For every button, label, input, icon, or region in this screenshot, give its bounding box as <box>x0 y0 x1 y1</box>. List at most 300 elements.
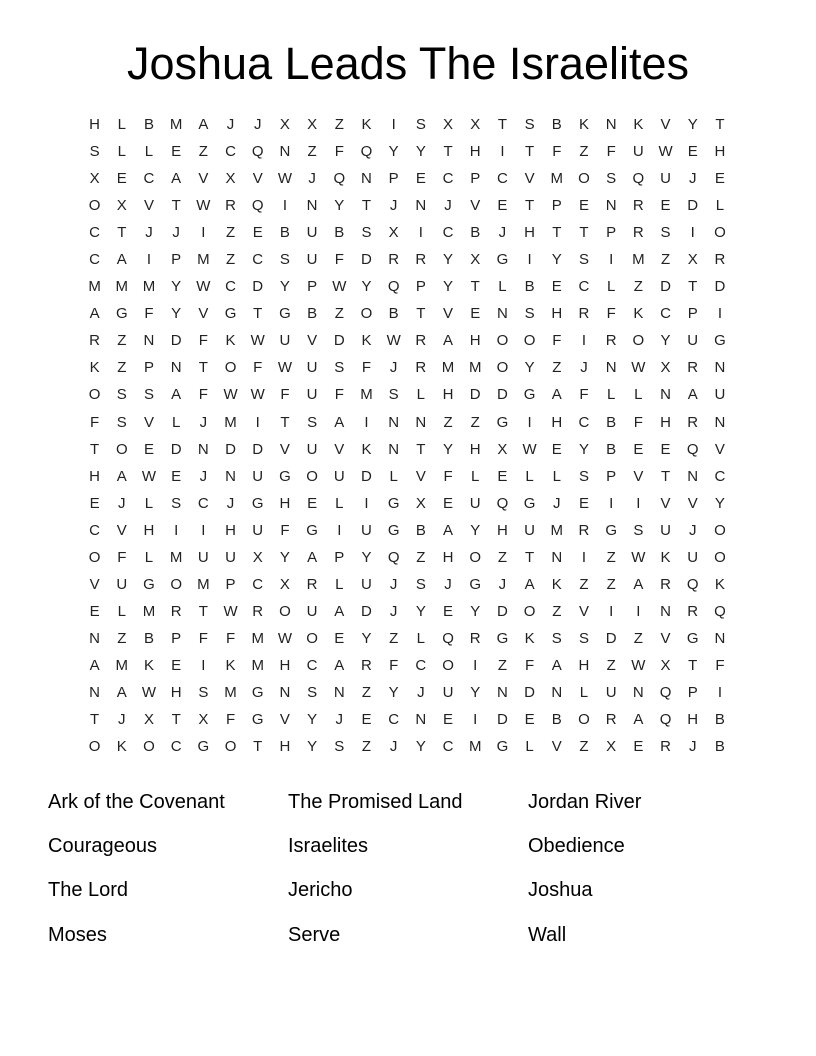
grid-letter: E <box>252 224 263 242</box>
grid-letter: A <box>89 305 100 323</box>
grid-letter: X <box>415 494 426 512</box>
grid-letter: O <box>224 738 237 756</box>
grid-letter: Q <box>686 575 699 593</box>
grid-letter: M <box>550 521 564 539</box>
grid-letter: T <box>90 711 100 729</box>
grid-letter: F <box>198 629 208 647</box>
grid-letter: L <box>498 278 507 296</box>
grid-letter: I <box>364 494 369 512</box>
grid-letter: Y <box>443 251 454 269</box>
grid-letter: O <box>115 440 128 458</box>
grid-letter: C <box>252 575 264 593</box>
grid-letter: Z <box>443 413 453 431</box>
grid-letter: F <box>606 305 616 323</box>
grid-letter: E <box>89 494 100 512</box>
grid-letter: X <box>198 711 209 729</box>
grid-letter: U <box>306 440 318 458</box>
grid-letter: G <box>523 494 536 512</box>
word-list-column <box>528 780 768 958</box>
grid-letter: N <box>714 359 726 377</box>
grid-letter: A <box>307 548 318 566</box>
grid-letter: F <box>606 143 616 161</box>
grid-letter: X <box>606 738 617 756</box>
grid-letter: W <box>250 386 265 404</box>
grid-letter: M <box>550 170 564 188</box>
grid-letter: A <box>443 332 454 350</box>
word-list-item: Wall <box>528 923 567 946</box>
grid-letter: U <box>306 359 318 377</box>
grid-letter: E <box>89 602 100 620</box>
grid-letter: Z <box>225 251 236 269</box>
grid-letter: Y <box>279 548 290 566</box>
grid-letter: C <box>578 413 590 431</box>
grid-letter: Z <box>606 656 616 674</box>
grid-letter: D <box>660 278 671 296</box>
grid-letter: F <box>225 711 236 729</box>
grid-letter: V <box>143 197 154 215</box>
grid-letter: W <box>332 278 347 296</box>
grid-letter: Z <box>660 251 671 269</box>
grid-letter: N <box>496 684 508 701</box>
grid-letter: B <box>143 629 154 647</box>
grid-letter: E <box>714 170 725 188</box>
grid-letter: O <box>469 548 482 566</box>
grid-letter: E <box>171 656 182 674</box>
grid-letter: L <box>715 197 725 215</box>
grid-letter: Y <box>307 711 318 729</box>
grid-letter: O <box>279 602 291 620</box>
grid-letter: G <box>306 521 318 539</box>
grid-letter: Z <box>361 738 372 756</box>
grid-letter: L <box>471 467 480 485</box>
grid-letter: W <box>658 143 673 161</box>
grid-letter: C <box>225 143 236 161</box>
grid-letter: S <box>415 116 426 134</box>
grid-letter: K <box>116 738 127 756</box>
puzzle-title: Joshua Leads The Israelites <box>126 38 690 89</box>
grid-letter: K <box>89 359 100 377</box>
grid-letter: L <box>335 575 344 593</box>
grid-letter: R <box>415 359 427 377</box>
grid-letter: U <box>252 521 264 539</box>
grid-letter: U <box>333 467 345 485</box>
grid-letter: E <box>415 170 426 188</box>
grid-letter: I <box>636 602 641 620</box>
grid-letter: N <box>660 602 671 620</box>
grid-letter: R <box>388 251 400 269</box>
grid-letter: V <box>143 413 154 431</box>
word-list-item: Jericho <box>288 879 353 902</box>
grid-letter: U <box>687 332 699 350</box>
grid-letter: M <box>142 278 156 296</box>
grid-letter: Q <box>251 197 264 215</box>
grid-letter: I <box>201 224 206 242</box>
grid-letter: P <box>470 170 481 188</box>
grid-letter: I <box>609 602 614 620</box>
grid-letter: M <box>115 656 129 674</box>
grid-letter: Q <box>387 278 400 296</box>
grid-letter: S <box>551 629 562 647</box>
grid-letter: C <box>306 656 318 674</box>
grid-letter: B <box>388 305 399 323</box>
grid-letter: P <box>334 548 345 566</box>
grid-letter: J <box>580 359 588 377</box>
grid-letter: C <box>89 521 101 539</box>
grid-letter: O <box>632 332 645 350</box>
word-list-item: Joshua <box>528 879 593 902</box>
grid-letter: N <box>388 440 400 458</box>
grid-letter: V <box>252 170 263 188</box>
grid-letter: R <box>605 711 617 729</box>
grid-letter: H <box>442 386 454 404</box>
grid-letter: S <box>660 224 671 242</box>
grid-letter: Z <box>225 224 236 242</box>
grid-letter: V <box>687 494 698 512</box>
grid-letter: Q <box>360 143 373 161</box>
grid-letter: I <box>418 224 423 242</box>
grid-letter: S <box>334 359 345 377</box>
grid-letter: T <box>171 711 181 729</box>
grid-letter: J <box>199 467 208 485</box>
grid-letter: T <box>117 224 127 242</box>
grid-letter: G <box>496 251 509 269</box>
grid-letter: L <box>552 467 561 485</box>
grid-letter: Z <box>633 278 643 296</box>
grid-letter: S <box>334 738 345 756</box>
grid-letter: L <box>144 143 154 161</box>
grid-letter: R <box>361 656 372 674</box>
grid-letter: U <box>687 548 699 566</box>
grid-letter: Q <box>496 494 509 512</box>
grid-letter: R <box>415 332 427 350</box>
grid-letter: W <box>631 548 646 566</box>
grid-letter: D <box>361 602 372 620</box>
grid-letter: K <box>143 656 154 674</box>
grid-letter: S <box>606 170 617 188</box>
word-grid <box>81 111 734 760</box>
grid-letter: K <box>578 116 589 134</box>
grid-letter: S <box>143 386 154 404</box>
grid-letter: O <box>496 332 509 350</box>
grid-letter: G <box>686 629 699 647</box>
grid-letter: L <box>606 278 616 296</box>
grid-letter: S <box>524 116 535 134</box>
grid-letter: Q <box>686 440 699 458</box>
grid-letter: E <box>633 440 644 458</box>
grid-letter: A <box>551 656 562 674</box>
grid-letter: E <box>171 143 182 161</box>
grid-letter: E <box>171 467 182 485</box>
grid-letter: V <box>415 467 426 485</box>
grid-letter: E <box>660 197 671 215</box>
grid-letter: B <box>606 440 617 458</box>
grid-letter: I <box>609 494 614 512</box>
grid-letter: D <box>496 386 508 404</box>
grid-letter: P <box>687 305 698 323</box>
grid-letter: Y <box>388 143 399 161</box>
grid-letter: F <box>361 359 372 377</box>
grid-letter: H <box>687 711 699 729</box>
grid-letter: Y <box>361 629 372 647</box>
grid-letter: D <box>714 278 726 296</box>
grid-letter: O <box>714 521 726 539</box>
grid-letter: F <box>552 332 562 350</box>
grid-letter: D <box>252 440 264 458</box>
grid-letter: L <box>335 494 344 512</box>
grid-letter: K <box>225 656 236 674</box>
grid-letter: N <box>415 413 427 431</box>
grid-letter: I <box>581 332 587 350</box>
grid-letter: Y <box>687 116 698 134</box>
grid-letter: S <box>388 386 399 404</box>
grid-letter: B <box>714 711 725 729</box>
grid-letter: Q <box>659 684 672 701</box>
grid-letter: C <box>578 278 590 296</box>
grid-letter: E <box>497 197 508 215</box>
grid-letter: L <box>171 413 181 431</box>
grid-letter: P <box>415 278 426 296</box>
word-list-item: Ark of the Covenant <box>48 790 225 813</box>
grid-letter: W <box>250 332 265 350</box>
grid-letter: Z <box>117 359 127 377</box>
grid-letter: M <box>169 548 183 566</box>
grid-letter: W <box>631 359 646 377</box>
grid-letter: Y <box>307 738 318 756</box>
grid-letter: R <box>714 251 726 269</box>
grid-letter: B <box>470 224 481 242</box>
grid-letter: E <box>551 440 562 458</box>
grid-letter: N <box>170 359 182 377</box>
grid-letter: U <box>306 602 318 620</box>
grid-letter: E <box>361 711 372 729</box>
grid-letter: D <box>170 332 182 350</box>
grid-letter: N <box>333 684 345 701</box>
grid-letter: J <box>553 494 561 512</box>
grid-letter: Y <box>171 278 182 296</box>
grid-letter: T <box>198 602 208 620</box>
grid-letter: Y <box>470 684 481 701</box>
grid-letter: P <box>307 278 318 296</box>
grid-letter: X <box>279 575 290 593</box>
grid-letter: F <box>443 467 453 485</box>
grid-letter: I <box>146 251 152 269</box>
grid-letter: Y <box>415 738 426 756</box>
grid-letter: F <box>280 386 290 404</box>
grid-letter: J <box>253 116 262 134</box>
grid-letter: K <box>225 332 236 350</box>
grid-letter: V <box>443 305 454 323</box>
grid-letter: E <box>443 711 454 729</box>
grid-letter: Z <box>552 359 562 377</box>
grid-letter: I <box>527 251 532 269</box>
grid-letter: F <box>552 143 562 161</box>
grid-letter: H <box>469 332 481 350</box>
grid-letter: J <box>389 602 398 620</box>
grid-letter: L <box>117 116 126 134</box>
grid-letter: Q <box>714 602 726 620</box>
grid-letter: Z <box>606 575 616 593</box>
grid-letter: B <box>307 305 318 323</box>
grid-letter: M <box>468 738 482 756</box>
grid-letter: H <box>660 413 671 431</box>
grid-letter: J <box>688 170 697 188</box>
grid-letter: H <box>524 224 536 242</box>
grid-letter: Y <box>388 684 399 701</box>
grid-letter: J <box>389 575 398 593</box>
grid-letter: Z <box>117 332 127 350</box>
grid-letter: H <box>578 656 590 674</box>
grid-letter: G <box>115 305 128 323</box>
grid-letter: H <box>469 440 481 458</box>
word-list-column <box>48 780 288 958</box>
grid-letter: N <box>306 197 318 215</box>
grid-letter: W <box>223 386 238 404</box>
grid-letter: F <box>253 359 263 377</box>
grid-letter: M <box>88 278 101 296</box>
grid-letter: T <box>688 278 698 296</box>
grid-letter: N <box>660 386 671 404</box>
grid-letter: O <box>714 224 726 242</box>
grid-letter: J <box>118 711 126 729</box>
grid-letter: U <box>361 521 372 539</box>
grid-letter: U <box>524 521 536 539</box>
grid-letter: A <box>171 386 182 404</box>
grid-letter: H <box>469 143 481 161</box>
grid-letter: W <box>141 467 157 485</box>
grid-letter: O <box>714 548 726 566</box>
grid-letter: Y <box>470 602 481 620</box>
grid-letter: N <box>496 305 508 323</box>
grid-letter: M <box>224 684 237 701</box>
grid-letter: B <box>415 521 426 539</box>
grid-letter: L <box>144 548 154 566</box>
grid-letter: D <box>361 467 372 485</box>
grid-letter: L <box>117 602 126 620</box>
grid-letter: R <box>660 575 671 593</box>
grid-letter: M <box>632 251 645 269</box>
grid-letter: J <box>226 494 235 512</box>
grid-letter: F <box>633 413 643 431</box>
grid-letter: F <box>334 143 344 161</box>
grid-letter: S <box>578 629 589 647</box>
grid-letter: P <box>143 359 154 377</box>
grid-letter: A <box>551 386 562 404</box>
grid-letter: S <box>198 684 209 701</box>
grid-letter: G <box>387 521 400 539</box>
grid-letter: J <box>389 359 398 377</box>
grid-letter: S <box>116 386 127 404</box>
grid-letter: B <box>606 413 617 431</box>
grid-letter: U <box>442 684 454 701</box>
grid-letter: Z <box>633 629 643 647</box>
grid-letter: I <box>337 521 342 539</box>
grid-letter: Z <box>389 629 399 647</box>
grid-letter: A <box>171 170 182 188</box>
grid-letter: F <box>389 656 399 674</box>
grid-letter: N <box>388 413 400 431</box>
grid-letter: E <box>524 711 535 729</box>
grid-letter: G <box>143 575 155 593</box>
grid-letter: J <box>444 575 452 593</box>
grid-letter: Y <box>443 440 454 458</box>
grid-letter: H <box>442 548 454 566</box>
grid-letter: U <box>605 684 617 701</box>
grid-letter: F <box>334 251 344 269</box>
grid-letter: G <box>251 711 264 729</box>
grid-letter: N <box>89 629 101 647</box>
grid-letter: P <box>551 197 562 215</box>
grid-letter: J <box>118 494 126 512</box>
word-list-item: The Lord <box>48 879 129 902</box>
grid-letter: T <box>253 305 263 323</box>
grid-letter: M <box>142 602 156 620</box>
grid-letter: J <box>308 170 316 188</box>
grid-letter: Y <box>361 278 372 296</box>
grid-letter: E <box>578 494 589 512</box>
grid-letter: A <box>116 684 127 701</box>
grid-letter: G <box>387 494 400 512</box>
grid-letter: L <box>389 467 398 485</box>
grid-letter: U <box>660 521 671 539</box>
grid-letter: R <box>687 413 699 431</box>
grid-letter: N <box>89 684 101 701</box>
grid-letter: X <box>279 116 290 134</box>
grid-letter: U <box>197 548 209 566</box>
grid-letter: Z <box>579 143 589 161</box>
grid-letter: Z <box>470 413 480 431</box>
grid-letter: I <box>500 143 505 161</box>
grid-letter: K <box>660 548 671 566</box>
grid-letter: W <box>277 170 292 188</box>
grid-letter: E <box>307 494 318 512</box>
grid-letter: I <box>636 494 641 512</box>
grid-letter: D <box>496 602 508 620</box>
grid-letter: O <box>306 629 318 647</box>
grid-letter: A <box>116 251 127 269</box>
grid-letter: L <box>117 143 126 161</box>
grid-letter: Z <box>579 738 589 756</box>
grid-letter: L <box>525 467 534 485</box>
grid-letter: Z <box>361 684 372 701</box>
grid-letter: H <box>496 521 508 539</box>
grid-letter: I <box>391 116 396 134</box>
grid-letter: W <box>631 656 646 674</box>
word-list-item: Jordan River <box>528 790 642 813</box>
grid-letter: C <box>714 467 726 485</box>
grid-letter: Z <box>334 305 344 323</box>
grid-letter: E <box>143 440 154 458</box>
grid-letter: K <box>524 629 535 647</box>
grid-letter: G <box>496 738 509 756</box>
grid-letter: T <box>552 224 562 242</box>
grid-letter: T <box>280 413 290 431</box>
grid-letter: R <box>578 305 590 323</box>
grid-letter: I <box>174 521 179 539</box>
grid-letter: C <box>388 711 400 729</box>
grid-letter: C <box>89 251 101 269</box>
grid-letter: M <box>197 575 210 593</box>
grid-letter: I <box>201 521 206 539</box>
grid-letter: C <box>143 170 155 188</box>
grid-letter: A <box>334 602 345 620</box>
grid-letter: M <box>115 278 129 296</box>
grid-letter: L <box>525 738 534 756</box>
grid-letter: S <box>171 494 182 512</box>
grid-letter: B <box>334 224 345 242</box>
grid-letter: Z <box>307 143 317 161</box>
grid-letter: R <box>605 332 617 350</box>
grid-letter: X <box>252 548 263 566</box>
